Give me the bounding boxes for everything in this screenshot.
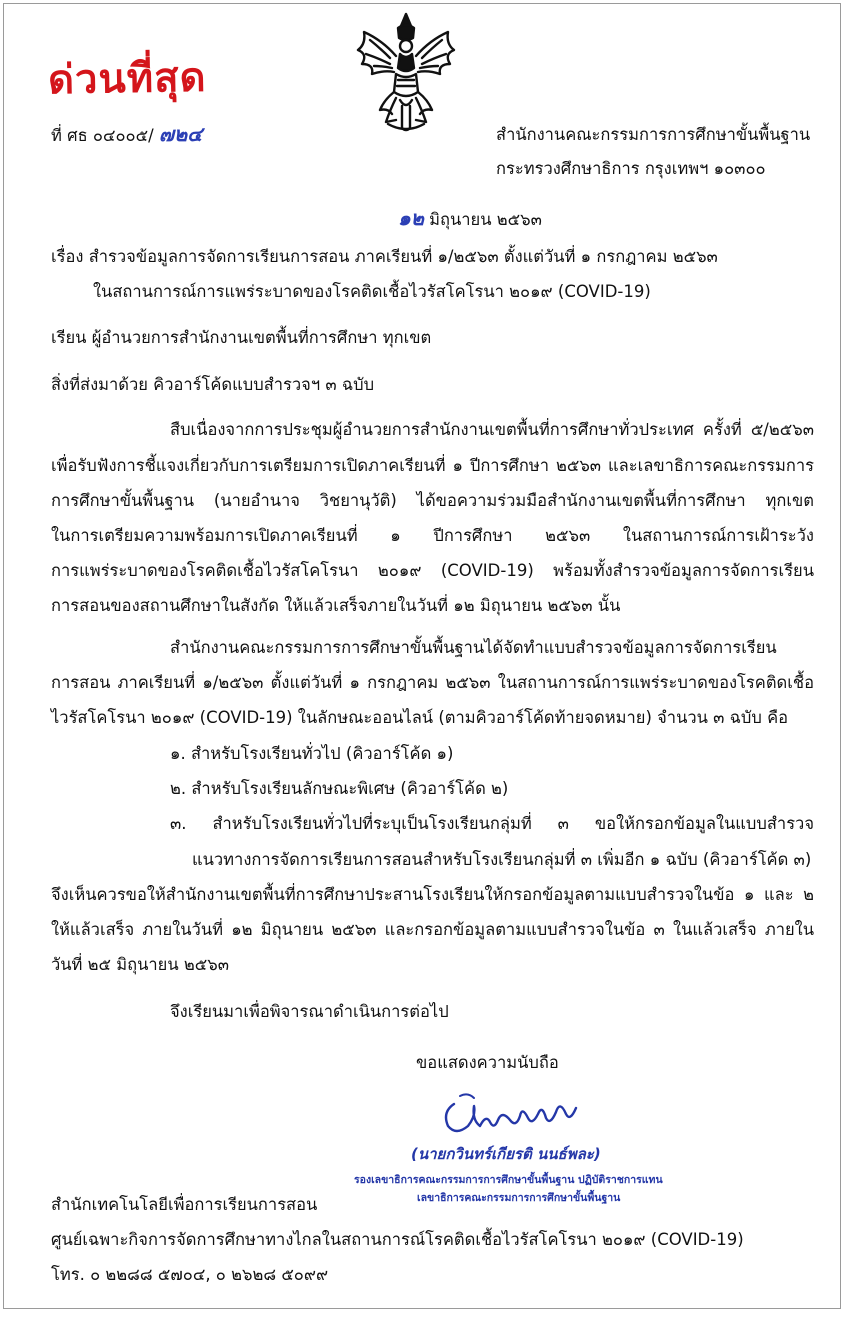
para3-line: วันที่ ๒๕ มิถุนายน ๒๕๖๓ [51, 955, 229, 974]
org-line-1: สำนักงานคณะกรรมการการศึกษาขั้นพื้นฐาน [496, 125, 811, 144]
list-item: ๑. สำหรับโรงเรียนทั่วไป (คิวอาร์โค้ด ๑) [170, 744, 454, 763]
para3-line: จึงเห็นควรขอให้สำนักงานเขตพื้นที่การศึกษาประสานโรงเรียนให้กรอกข้อมูลตามแบบสำรวจในข้อ ๑ และ ๒ [51, 885, 814, 904]
para1-line: ในการเตรียมความพร้อมการเปิดภาคเรียนที่ ๑ ปีการศึกษา ๒๕๖๓ ในสถานการณ์การเฝ้าระวัง [51, 526, 814, 545]
para1-line: สืบเนื่องจากการประชุมผู้อำนวยการสำนักงานเขตพื้นที่การศึกษาทั่วประเทศ ครั้งที่ ๕/๒๕๖๓ [170, 420, 814, 439]
handwritten-signature [434, 1086, 594, 1144]
list-item: ๓. สำหรับโรงเรียนทั่วไปที่ระบุเป็นโรงเรียนกลุ่มที่ ๓ ขอให้กรอกข้อมูลในแบบสำรวจ [170, 814, 814, 833]
subject-line-2: ในสถานการณ์การแพร่ระบาดของโรคติดเชื้อไวรัสโคโรนา ๒๐๑๙ (COVID-19) [93, 282, 651, 301]
para1-line: เพื่อรับฟังการชี้แจงเกี่ยวกับการเตรียมการเปิดภาคเรียนที่ ๑ ปีการศึกษา ๒๕๖๓ และเลขาธิการคณะกรรมการ [51, 456, 814, 475]
urgent-stamp: ด่วนที่สุด [47, 54, 207, 104]
recipient-line: เรียน ผู้อำนวยการสำนักงานเขตพื้นที่การศึกษา ทุกเขต [51, 328, 432, 347]
org-line-2: กระทรวงศึกษาธิการ กรุงเทพฯ ๑๐๓๐๐ [496, 159, 766, 178]
signatory-title-2: เลขาธิการคณะกรรมการการศึกษาขั้นพื้นฐาน [417, 1192, 621, 1204]
footer-office: สำนักเทคโนโลยีเพื่อการเรียนการสอน [51, 1195, 318, 1214]
signatory-title-1: รองเลขาธิการคณะกรรมการการศึกษาขั้นพื้นฐาน ปฏิบัติราชการแทน [354, 1174, 663, 1186]
para1-line: การสอนของสถานศึกษาในสังกัด ให้แล้วเสร็จภายในวันที่ ๑๒ มิถุนายน ๒๕๖๓ นั้น [51, 596, 621, 615]
closing-salutation: ขอแสดงความนับถือ [416, 1053, 559, 1072]
para2-line: การสอน ภาคเรียนที่ ๑/๒๕๖๓ ตั้งแต่วันที่ ๑ กรกฎาคม ๒๕๖๓ ในสถานการณ์การแพร่ระบาดของโรคติดเชื้อ [51, 673, 814, 692]
enclosure-line: สิ่งที่ส่งมาด้วย คิวอาร์โค้ดแบบสำรวจฯ ๓ ฉบับ [51, 375, 375, 394]
subject-line-1: เรื่อง สำรวจข้อมูลการจัดการเรียนการสอน ภาคเรียนที่ ๑/๒๕๖๓ ตั้งแต่วันที่ ๑ กรกฎาคม ๒๕๖๓ [51, 247, 718, 266]
date-month-year: มิถุนายน ๒๕๖๓ [429, 210, 542, 229]
footer-center: ศูนย์เฉพาะกิจการจัดการศึกษาทางไกลในสถานการณ์โรคติดเชื้อไวรัสโคโรนา ๒๐๑๙ (COVID-19) [51, 1230, 744, 1249]
list-item: ๒. สำหรับโรงเรียนลักษณะพิเศษ (คิวอาร์โค้ด ๒) [170, 779, 509, 798]
para2-line: สำนักงานคณะกรรมการการศึกษาขั้นพื้นฐานได้จัดทำแบบสำรวจข้อมูลการจัดการเรียน [170, 638, 777, 657]
document-date [398, 202, 542, 234]
para3-line: ให้แล้วเสร็จ ภายในวันที่ ๑๒ มิถุนายน ๒๕๖๓ และกรอกข้อมูลตามแบบสำรวจในข้อ ๓ ในแล้วเสร็จ ภายใน [51, 920, 814, 939]
garuda-emblem-icon [352, 10, 460, 134]
footer-phone: โทร. ๐ ๒๒๘๘ ๕๗๐๔, ๐ ๒๖๒๘ ๕๐๙๙ [51, 1265, 329, 1284]
para1-line: การศึกษาขั้นพื้นฐาน (นายอำนาจ วิชยานุวัติ) ได้ขอความร่วมมือสำนักงานเขตพื้นที่การศึกษา ทุกเขต [51, 491, 814, 510]
list-item-continuation: แนวทางการจัดการเรียนการสอนสำหรับโรงเรียนกลุ่มที่ ๓ เพิ่มอีก ๑ ฉบับ (คิวอาร์โค้ด ๓) [192, 850, 812, 869]
document-number [51, 118, 202, 150]
signatory-name: (นายกวินทร์เกียรติ นนธ์พละ) [411, 1145, 601, 1163]
date-day-handwritten: ๑๒ [398, 206, 424, 230]
para1-line: การแพร่ระบาดของโรคติดเชื้อไวรัสโคโรนา ๒๐๑๙ (COVID-19) พร้อมทั้งสำรวจข้อมูลการจัดการเรียน [51, 561, 814, 580]
closing-request: จึงเรียนมาเพื่อพิจารณาดำเนินการต่อไป [170, 1002, 449, 1021]
document-number-prefix: ที่ ศธ ๐๔๐๐๕/ [51, 126, 154, 145]
para2-line: ไวรัสโคโรนา ๒๐๑๙ (COVID-19) ในลักษณะออนไลน์ (ตามคิวอาร์โค้ดท้ายจดหมาย) จำนวน ๓ ฉบับ คือ [51, 708, 789, 727]
document-number-handwritten: ๗๒๔ [158, 122, 203, 146]
document-page [3, 3, 841, 1309]
